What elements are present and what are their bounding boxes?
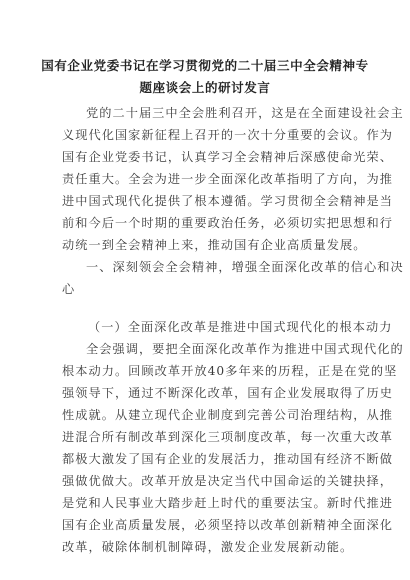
paragraph-line: 根本动力。回顾改革开放40多年来的历程，正是在党的坚 <box>62 364 398 378</box>
paragraph-line: 前和今后一个时期的重要政治任务，必须切实把思想和行 <box>62 216 393 230</box>
paragraph-line: 责任重大。全会为进一步全面深化改革指明了方向，为推 <box>62 172 393 186</box>
paragraph-line: 全会强调，要把全面深化改革作为推进中国式现代化的 <box>86 342 404 356</box>
paragraph-line: 都极大激发了国有企业的发展活力，推动国有经济不断做 <box>62 452 393 466</box>
document-title-line-2: 题座谈会上的研讨发言 <box>139 80 271 95</box>
paragraph-line: 性成就。从建立现代企业制度到完善公司治理结构，从推 <box>62 408 393 422</box>
paragraph-line: 进中国式现代化提供了根本遵循。学习贯彻全会精神是当 <box>62 194 393 208</box>
paragraph-line: 强做优做大。改革开放是决定当代中国命运的关键抉择， <box>62 474 393 488</box>
subsection-heading: （一）全面深化改革是推进中国式现代化的根本动力 <box>88 320 393 334</box>
paragraph-line: 进混合所有制改革到深化三项制度改革，每一次重大改革 <box>62 430 393 444</box>
section-heading-line: 心 <box>62 282 76 296</box>
paragraph-line: 改革，破除体制机制障碍，激发企业发展新动能。 <box>62 540 354 554</box>
section-heading-line: 一、深刻领会全会精神，增强全面深化改革的信心和决 <box>86 260 404 274</box>
paragraph-line: 义现代化国家新征程上召开的一次十分重要的会议。作为 <box>62 128 393 142</box>
paragraph-line: 党的二十届三中全会胜利召开，这是在全面建设社会主 <box>86 106 404 120</box>
document-title-line-1: 国有企业党委书记在学习贯彻党的二十届三中全会精神专 <box>41 58 369 73</box>
paragraph-line: 强领导下，通过不断深化改革，国有企业发展取得了历史 <box>62 386 393 400</box>
paragraph-line: 国有企业高质量发展，必须坚持以改革创新精神全面深化 <box>62 518 393 532</box>
paragraph-line: 国有企业党委书记，认真学习全会精神后深感使命光荣、 <box>62 150 393 164</box>
paragraph-line: 动统一到全会精神上来，推动国有企业高质量发展。 <box>62 238 367 252</box>
paragraph-line: 是党和人民事业大踏步赶上时代的重要法宝。新时代推进 <box>62 496 393 510</box>
